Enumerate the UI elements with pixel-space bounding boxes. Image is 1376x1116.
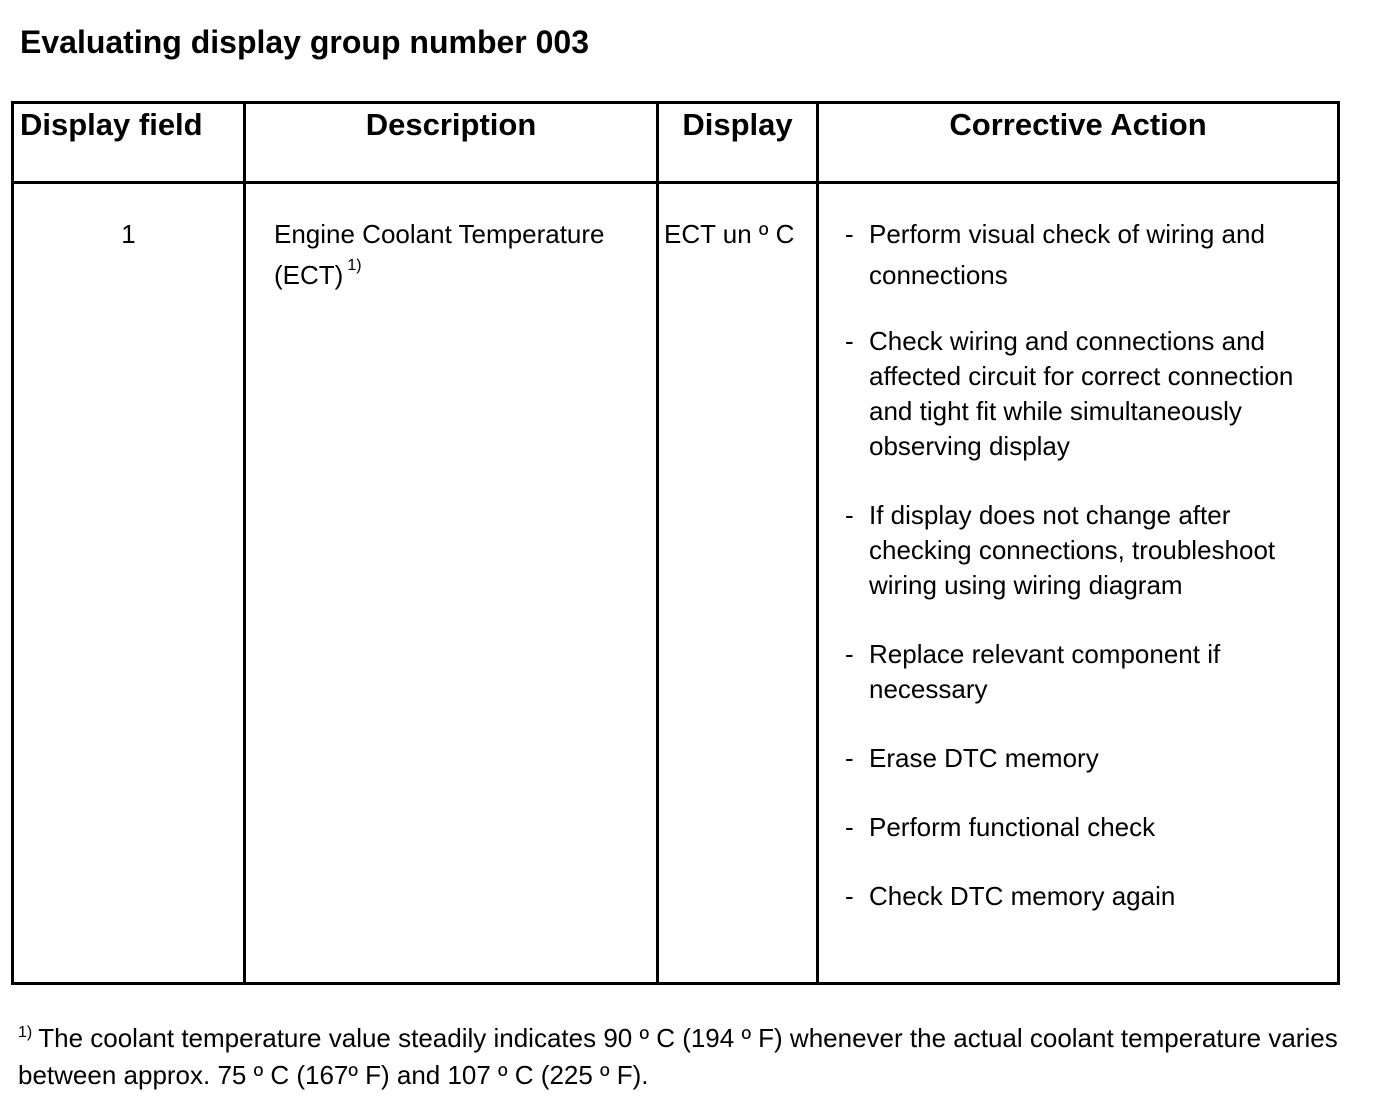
dash-bullet: - (845, 219, 854, 249)
footnote (18, 1020, 1358, 1094)
list-item (845, 741, 1317, 776)
list-item (845, 810, 1317, 845)
action-text: Check wiring and connections and affected circuit for correct connection and tight fit while simultaneously observing display (869, 326, 1294, 461)
table-header-row (13, 103, 1339, 183)
footnote-text: The coolant temperature value steadily indicates 90 º C (194 º F) whenever the actual coolant temperature varies between approx. 75 º C (167º F) and 107 º C (225 º F). (18, 1023, 1338, 1090)
list-item (845, 324, 1317, 464)
display-value: ECT un º C (658, 183, 818, 984)
display-group-table (11, 101, 1340, 985)
dash-bullet: - (845, 639, 854, 669)
corrective-action-list (845, 214, 1317, 914)
description-cell (245, 183, 658, 984)
footnote-marker: 1) (18, 1024, 33, 1041)
table-row (13, 183, 1339, 984)
description-text: Engine Coolant Temperature (ECT) (274, 219, 605, 290)
list-item (845, 498, 1317, 603)
dash-bullet: - (845, 881, 854, 911)
dash-bullet: - (845, 500, 854, 530)
header-display: Display (658, 103, 818, 183)
dash-bullet: - (845, 326, 854, 356)
header-corrective-action: Corrective Action (818, 103, 1339, 183)
action-text: Perform visual check of wiring and connections (869, 219, 1265, 290)
page-title: Evaluating display group number 003 (20, 24, 590, 60)
display-group-table-container (11, 101, 1337, 985)
display-field-value: 1 (13, 183, 245, 984)
dash-bullet: - (845, 812, 854, 842)
action-text: Perform functional check (869, 812, 1156, 842)
description-footnote-ref: 1) (347, 257, 362, 274)
list-item (845, 214, 1317, 296)
header-display-field: Display field (13, 103, 245, 183)
list-item (845, 637, 1317, 707)
header-description: Description (245, 103, 658, 183)
action-text: Replace relevant component if necessary (869, 639, 1221, 704)
dash-bullet: - (845, 743, 854, 773)
action-text: Erase DTC memory (869, 743, 1099, 773)
action-text: If display does not change after checking connections, troubleshoot wiring using wiring diagram (869, 500, 1276, 600)
corrective-action-cell (818, 183, 1339, 984)
list-item (845, 879, 1317, 914)
action-text: Check DTC memory again (869, 881, 1176, 911)
